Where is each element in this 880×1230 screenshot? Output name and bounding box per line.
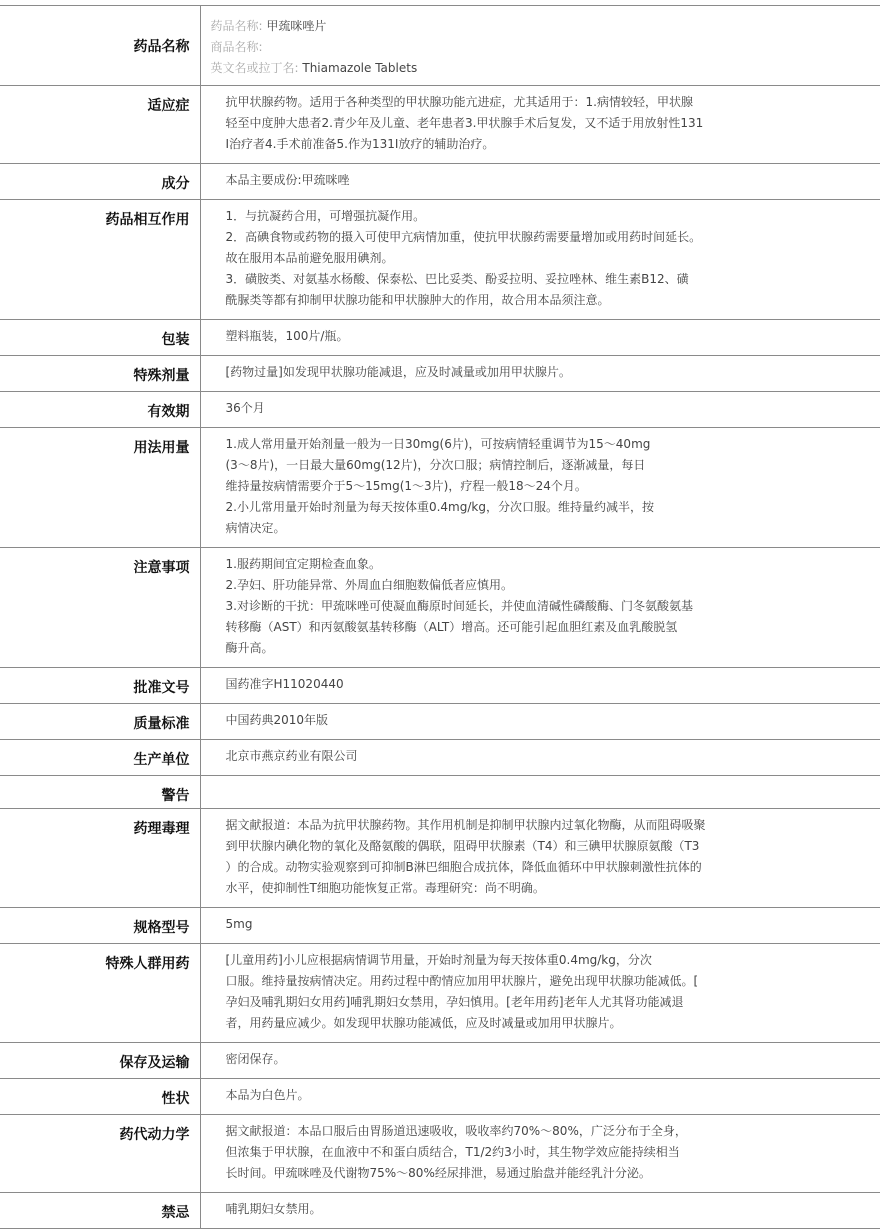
row-value-line: 维持量按病情需要介于5～15mg(1～3片)，疗程一般18～24个月。 (225, 479, 587, 493)
row-value-line: 3．磺胺类、对氨基水杨酸、保泰松、巴比妥类、酚妥拉明、妥拉唑林、维生素B12、磺 (225, 272, 689, 286)
row-value-line: 2．高碘食物或药物的摄入可使甲亢病情加重，使抗甲状腺药需要量增加或用药时间延长。 (225, 230, 702, 244)
info-row (0, 1043, 880, 1079)
row-value (200, 200, 880, 320)
row-value-line: 据文献报道：本品为抗甲状腺药物。其作用机制是抑制甲状腺内过氧化物酶，从而阻碍吸聚 (225, 818, 706, 832)
row-label: 批准文号 (0, 668, 200, 704)
info-row (0, 704, 880, 740)
generic-name-line (211, 16, 871, 37)
row-value (200, 86, 880, 164)
row-value-line: 36个月 (225, 401, 265, 415)
row-value-line: 1.服药期间宜定期检查血象。 (225, 557, 381, 571)
info-row (0, 1079, 880, 1115)
row-value-line: 水平，使抑制性T细胞功能恢复正常。毒理研究：尚不明确。 (225, 881, 545, 895)
info-row (0, 356, 880, 392)
row-value (200, 320, 880, 356)
info-row (0, 776, 880, 809)
row-value-line: 国药准字H11020440 (225, 677, 344, 691)
info-row (0, 200, 880, 320)
row-value (200, 1115, 880, 1193)
row-value-line: [儿童用药]小儿应根据病情调节用量，开始时剂量为每天按体重0.4mg/kg，分次 (225, 953, 652, 967)
english-name-line (211, 58, 871, 79)
row-label: 禁忌 (0, 1193, 200, 1229)
row-value-line: 抗甲状腺药物。适用于各种类型的甲状腺功能亢进症，尤其适用于：1.病情较轻，甲状腺 (225, 95, 693, 109)
row-value-line: 哺乳期妇女禁用。 (225, 1202, 322, 1216)
row-value-line: 1.成人常用量开始剂量一般为一日30mg(6片)，可按病情轻重调节为15～40mg (225, 437, 651, 451)
info-row (0, 668, 880, 704)
row-value (200, 740, 880, 776)
row-value (200, 1043, 880, 1079)
info-row (0, 740, 880, 776)
info-row (0, 320, 880, 356)
row-label: 药品相互作用 (0, 200, 200, 320)
row-value (200, 776, 880, 809)
row-label: 规格型号 (0, 908, 200, 944)
english-name-value: Thiamazole Tablets (302, 61, 418, 75)
row-value-line: 转移酶（AST）和丙氨酸氨基转移酶（ALT）增高。还可能引起血胆红素及血乳酸脱氢 (225, 620, 678, 634)
row-label: 特殊剂量 (0, 356, 200, 392)
row-value (200, 428, 880, 548)
row-label: 适应症 (0, 86, 200, 164)
row-value-line: 轻至中度肿大患者2.青少年及儿童、老年患者3.甲状腺手术后复发，又不适于用放射性131 (225, 116, 704, 130)
row-value-line: 病情决定。 (225, 521, 286, 535)
row-value-line: 酰脲类等都有抑制甲状腺功能和甲状腺肿大的作用，故合用本品须注意。 (225, 293, 610, 307)
trade-name-line (211, 37, 871, 58)
row-value-line: 3.对诊断的干扰：甲巯咪唑可使凝血酶原时间延长，并使血清碱性磷酸酶、门冬氨酸氨基 (225, 599, 693, 613)
row-value-line: 据文献报道：本品口服后由胃肠道迅速吸收，吸收率约70%～80%，广泛分布于全身， (225, 1124, 687, 1138)
row-value-line: 2.孕妇、肝功能异常、外周血白细胞数偏低者应慎用。 (225, 578, 513, 592)
info-row (0, 944, 880, 1043)
row-label: 生产单位 (0, 740, 200, 776)
info-row (0, 1193, 880, 1229)
row-value (200, 944, 880, 1043)
drug-name-cell (200, 6, 880, 86)
row-label: 注意事项 (0, 548, 200, 668)
row-value-line: 者，用药量应减少。如发现甲状腺功能减低，应及时减量或加用甲状腺片。 (225, 1016, 622, 1030)
row-value (200, 908, 880, 944)
row-value-line: 长时间。甲巯咪唑及代谢物75%～80%经尿排泄，易通过胎盘并能经乳汁分泌。 (225, 1166, 651, 1180)
row-value (200, 704, 880, 740)
drug-info-sheet (0, 5, 880, 1229)
row-value-line: 故在服用本品前避免服用碘剂。 (225, 251, 394, 265)
row-value (200, 392, 880, 428)
row-value-line: 密闭保存。 (225, 1052, 286, 1066)
info-row (0, 86, 880, 164)
row-label: 保存及运输 (0, 1043, 200, 1079)
info-row (0, 908, 880, 944)
row-value (200, 164, 880, 200)
generic-name-label: 药品名称: (210, 19, 263, 33)
row-value-line: 本品主要成份:甲巯咪唑 (225, 173, 350, 187)
row-value (200, 548, 880, 668)
row-value-line: 中国药典2010年版 (225, 713, 329, 727)
row-value-line: ）的合成。动物实验观察到可抑制B淋巴细胞合成抗体，降低血循环中甲状腺刺激性抗体的 (225, 860, 702, 874)
row-value-line: 口服。维持量按病情决定。用药过程中酌情应加用甲状腺片，避免出现甲状腺功能减低。[ (225, 974, 699, 988)
info-row (0, 428, 880, 548)
row-value (200, 1079, 880, 1115)
row-value-line: 塑料瓶装，100片/瓶。 (225, 329, 349, 343)
trade-name-label: 商品名称: (210, 40, 263, 54)
row-value-line: 酶升高。 (225, 641, 274, 655)
english-name-label: 英文名或拉丁名: (210, 61, 299, 75)
row-value-line: 孕妇及哺乳期妇女用药]哺乳期妇女禁用，孕妇慎用。[老年用药]老年人尤其肾功能减退 (225, 995, 684, 1009)
info-row (0, 809, 880, 908)
row-label: 药代动力学 (0, 1115, 200, 1193)
row-label: 特殊人群用药 (0, 944, 200, 1043)
row-value-line: 2.小儿常用量开始时剂量为每天按体重0.4mg/kg，分次口服。维持量约减半，按 (225, 500, 654, 514)
row-value-line: I治疗者4.手术前准备5.作为131I放疗的辅助治疗。 (225, 137, 495, 151)
row-value-line: 本品为白色片。 (225, 1088, 310, 1102)
row-label: 警告 (0, 776, 200, 809)
row-value-line: 北京市燕京药业有限公司 (225, 749, 358, 763)
row-value (200, 1193, 880, 1229)
drug-info-table-body (0, 6, 880, 1229)
row-value-line: [药物过量]如发现甲状腺功能减退，应及时减量或加用甲状腺片。 (225, 365, 571, 379)
row-label: 包装 (0, 320, 200, 356)
info-row (0, 392, 880, 428)
info-row (0, 548, 880, 668)
row-value (200, 809, 880, 908)
row-drug-name (0, 6, 880, 86)
info-row (0, 1115, 880, 1193)
row-value (200, 668, 880, 704)
row-value-line: 1．与抗凝药合用，可增强抗凝作用。 (225, 209, 426, 223)
drug-info-table (0, 5, 880, 1229)
row-value-line: (3～8片)，一日最大量60mg(12片)，分次口服；病情控制后，逐渐减量，每日 (225, 458, 646, 472)
row-value-line: 但浓集于甲状腺，在血液中不和蛋白质结合，T1/2约3小时，其生物学效应能持续相当 (225, 1145, 680, 1159)
row-value-line: 5mg (225, 917, 253, 931)
row-label: 用法用量 (0, 428, 200, 548)
row-value-line: 到甲状腺内碘化物的氧化及酪氨酸的偶联，阻碍甲状腺素（T4）和三碘甲状腺原氨酸（T3 (225, 839, 700, 853)
generic-name-value: 甲巯咪唑片 (266, 19, 327, 33)
row-label: 性状 (0, 1079, 200, 1115)
row-label: 成分 (0, 164, 200, 200)
row-label: 药理毒理 (0, 809, 200, 908)
row-label: 质量标准 (0, 704, 200, 740)
info-row (0, 164, 880, 200)
row-label: 药品名称 (0, 6, 200, 86)
row-value (200, 356, 880, 392)
row-label: 有效期 (0, 392, 200, 428)
